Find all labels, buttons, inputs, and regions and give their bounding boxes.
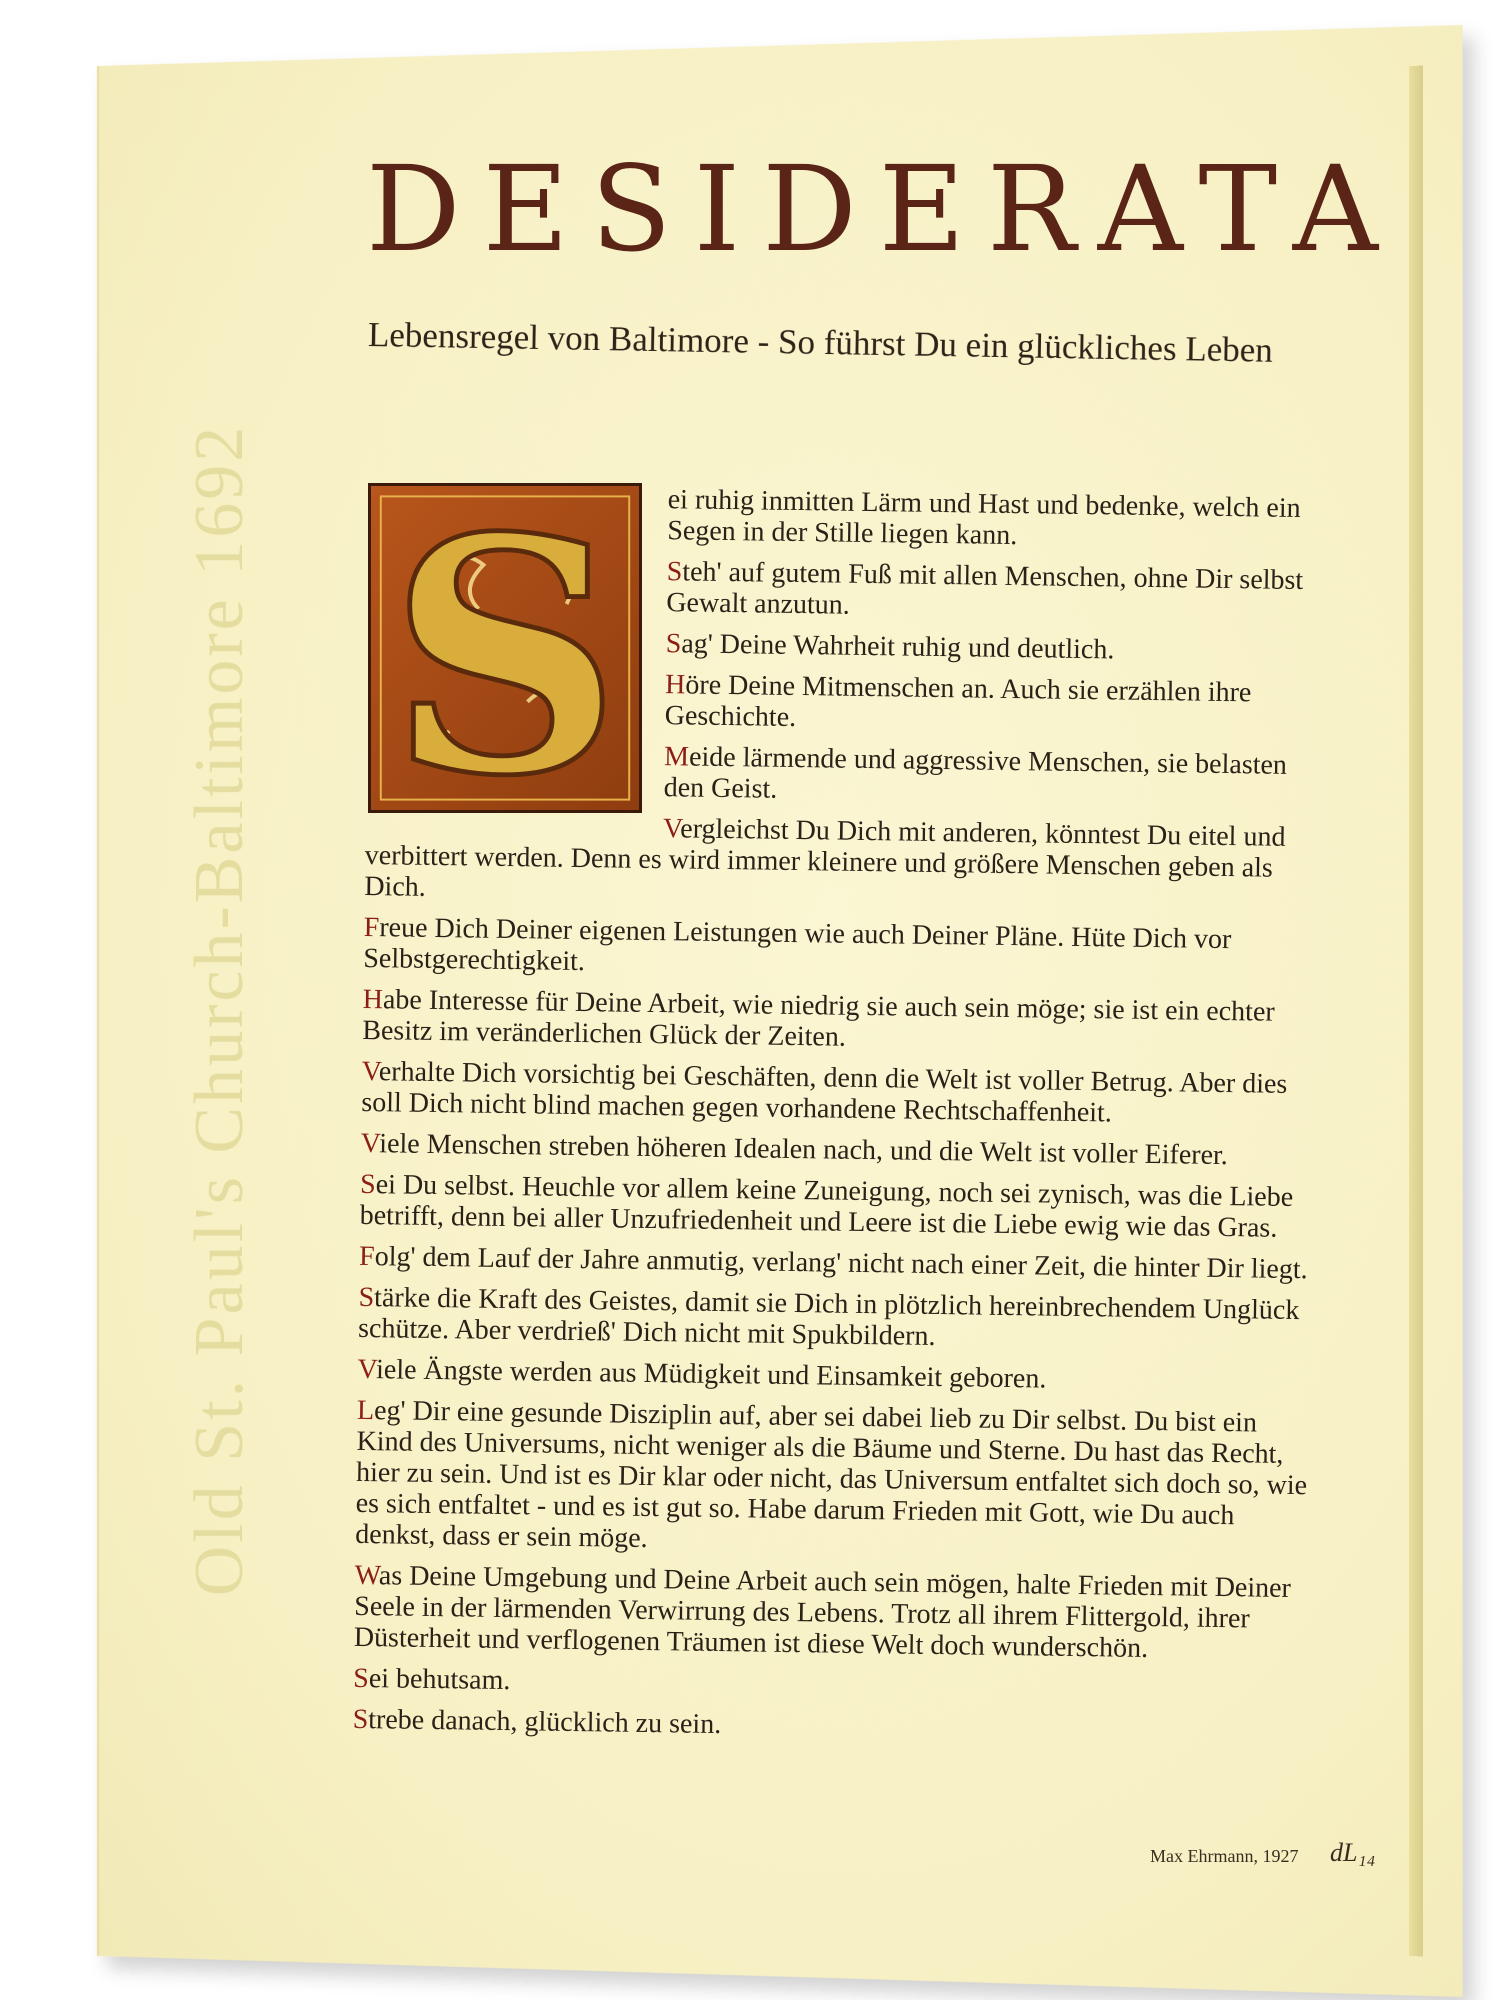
paragraph-initial: V — [357, 1353, 377, 1386]
paragraph-text: ergleichst Du Dich mit anderen, könntest Du eitel und verbittert werden. Denn es wird immer kleinere und größere Menschen geben als Dich. — [364, 813, 1286, 903]
paragraph-initial: F — [358, 1240, 375, 1273]
subtitle: Lebensregel von Baltimore - So führst Du ein glückliches Leben — [367, 315, 1274, 370]
paragraph-text: olg' dem Lauf der Jahre anmutig, verlang' nicht nach einer Zeit, die hinter Dir liegt. — [374, 1241, 1308, 1286]
dropcap-letter: S — [388, 486, 622, 810]
paragraph-text: teh' auf gutem Fuß mit allen Menschen, ohne Dir selbst Gewalt anzutun. — [666, 556, 1304, 621]
paragraph — [364, 809, 1325, 915]
paragraph — [666, 628, 1328, 668]
paragraph-initial: S — [358, 1281, 375, 1314]
paragraph-initial: H — [362, 983, 384, 1016]
paragraph — [362, 984, 1323, 1059]
paragraph — [355, 1395, 1317, 1563]
paragraph-text: ag' Deine Wahrheit ruhig und deutlich. — [681, 628, 1115, 666]
paragraph-initial: S — [665, 628, 682, 660]
paragraph-initial: V — [662, 813, 681, 845]
paragraph — [667, 484, 1330, 555]
paragraph — [361, 1128, 1321, 1172]
paragraph-initial: S — [352, 1703, 369, 1736]
illuminated-initial — [368, 483, 642, 813]
paragraph-initial: S — [666, 556, 683, 588]
paragraph-text: eide lärmende und aggressive Menschen, sie belasten den Geist. — [663, 741, 1288, 805]
paragraph — [357, 1354, 1317, 1398]
paragraph — [354, 1560, 1315, 1666]
paragraph-text: tärke die Kraft des Geistes, damit sie Dich in plötzlich hereinbrechendem Unglück schütze. Aber verdrieß' Dich nicht mit Spukbildern. — [357, 1282, 1300, 1352]
paragraph — [363, 912, 1324, 987]
paragraph-text: iele Ängste werden aus Müdigkeit und Einsamkeit geboren. — [375, 1354, 1047, 1395]
paragraph-text: eg' Dir eine gesunde Disziplin auf, aber sei dabei lieb zu Dir selbst. Du bist ein Kind des Universums, nicht weniger als die Bäume und Sterne. Du hast das Recht, hier zu sein. Und ist es Dir klar oder nicht, das Universum entfaltet sich doch so, wie es sich entfaltet - und es ist gut so. Habe darum Frieden mit Gott, wie Du auch denkst, dass er sein möge. — [355, 1395, 1308, 1554]
artist-monogram: dL₁₄ — [1330, 1838, 1376, 1867]
paragraph — [360, 1169, 1321, 1244]
poster-edge — [1409, 66, 1423, 1957]
paragraph-text: ei behutsam. — [368, 1663, 511, 1697]
paragraph-text: abe Interesse für Deine Arbeit, wie niedrig sie auch sein möge; sie ist ein echter Besitz im veränderlichen Glück der Zeiten. — [362, 984, 1275, 1053]
paragraph — [665, 669, 1328, 740]
paragraph-text: reue Dich Deiner eigenen Leistungen wie auch Deiner Pläne. Hüte Dich vor Selbstgerechtigkeit. — [363, 912, 1232, 978]
paragraph-text: trebe danach, glücklich zu sein. — [368, 1704, 722, 1741]
paragraph-initial: H — [664, 669, 686, 701]
paragraph-text: erhalte Dich vorsichtig bei Geschäften, denn die Welt ist voller Betrug. Aber dies soll Dich nicht blind machen gegen vorhandene Rechtschaffenheit. — [361, 1056, 1288, 1129]
paragraph-text: öre Deine Mitmenschen an. Auch sie erzählen ihre Geschichte. — [664, 669, 1252, 733]
paragraph-text: ei Du selbst. Heuchle vor allem keine Zuneigung, noch sei zynisch, was die Liebe betrifft, denn bei aller Unzufriedenheit und Leere ist die Liebe ewig wie das Gras. — [359, 1169, 1294, 1244]
paragraph-initial: F — [363, 911, 380, 944]
paragraph-text: ei ruhig inmitten Lärm und Hast und bedenke, welch ein Segen in der Stille liegen kann. — [667, 484, 1301, 552]
paragraph-initial: L — [356, 1394, 375, 1427]
paragraph-initial: V — [360, 1127, 380, 1160]
author-credit: Max Ehrmann, 1927 — [1150, 1846, 1299, 1866]
paragraph — [358, 1282, 1319, 1357]
paragraph-initial: W — [354, 1559, 380, 1592]
side-title: Old St. Paul's Church-Baltimore 1692 — [181, 423, 258, 1597]
paragraph — [666, 556, 1329, 627]
paragraph — [352, 1704, 1312, 1748]
paragraph-initial: S — [353, 1662, 370, 1695]
paragraph — [361, 1056, 1322, 1131]
paragraph — [664, 741, 1327, 812]
page-title: DESIDERATA — [366, 140, 1401, 278]
paragraph-text: as Deine Umgebung und Deine Arbeit auch sein mögen, halte Frieden mit Deiner Seele in der lärmenden Verwirrung des Lebens. Trotz all ihrem Flittergold, ihrer Düsterheit und verflogenen Träumen ist diese Welt doch wunderschön. — [353, 1560, 1292, 1664]
paragraph — [359, 1241, 1319, 1285]
paragraph-initial: M — [663, 741, 690, 773]
paragraph — [353, 1663, 1313, 1707]
paragraph-text: iele Menschen streben höheren Idealen nach, und die Welt ist voller Eiferer. — [379, 1128, 1228, 1172]
paragraph-initial: S — [359, 1168, 376, 1201]
paragraph-initial: V — [361, 1055, 380, 1088]
